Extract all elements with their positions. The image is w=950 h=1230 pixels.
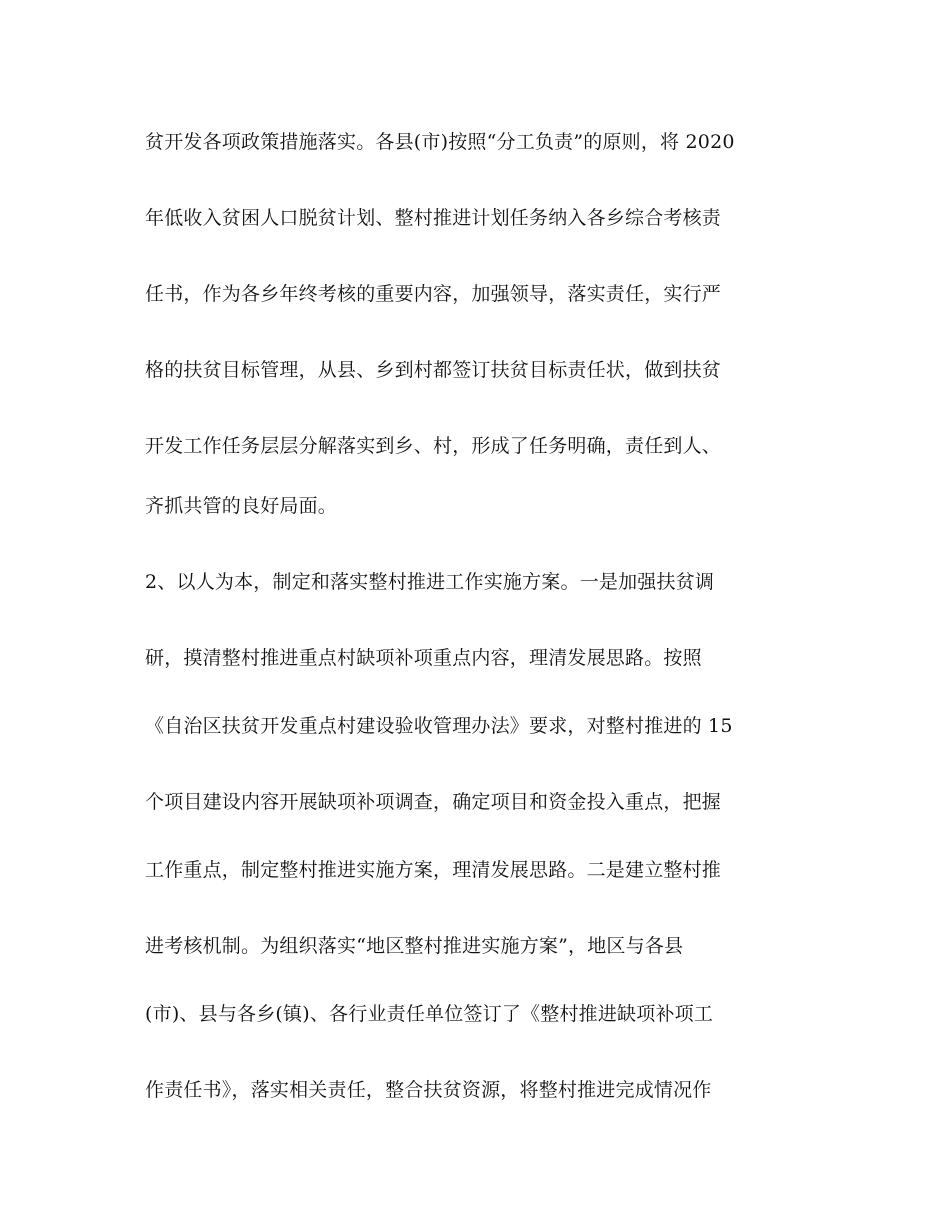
text-line: 格的扶贫目标管理，从县、乡到村都签订扶贫目标责任状，做到扶贫 (145, 359, 722, 381)
text-line: 进考核机制。为组织落实“地区整村推进实施方案”，地区与各县 (145, 935, 684, 957)
text-line: 研，摸清整村推进重点村缺项补项重点内容，理清发展思路。按照 (145, 647, 702, 669)
text-line: 《自治区扶贫开发重点村建设验收管理办法》要求，对整村推进的 15 (145, 715, 733, 737)
text-line: 贫开发各项政策措施落实。各县(市)按照“分工负责”的原则，将 2020 (145, 131, 735, 153)
text-line: 个项目建设内容开展缺项补项调查，确定项目和资金投入重点，把握 (145, 791, 722, 813)
text-line: 任书，作为各乡年终考核的重要内容，加强领导，落实责任，实行严 (145, 283, 722, 305)
text-line: 作责任书》，落实相关责任，整合扶贫资源，将整村推进完成情况作 (145, 1079, 712, 1101)
text-line: 齐抓共管的良好局面。 (145, 495, 338, 517)
text-line: 开发工作任务层层分解落实到乡、村，形成了任务明确，责任到人、 (145, 435, 722, 457)
text-line: 年低收入贫困人口脱贫计划、整村推进计划任务纳入各乡综合考核责 (145, 207, 722, 229)
text-line: 工作重点，制定整村推进实施方案，理清发展思路。二是建立整村推 (145, 859, 722, 881)
text-line: (市)、县与各乡(镇)、各行业责任单位签订了《整村推进缺项补项工 (145, 1003, 714, 1025)
text-line: 2、以人为本，制定和落实整村推进工作实施方案。一是加强扶贫调 (145, 571, 715, 593)
